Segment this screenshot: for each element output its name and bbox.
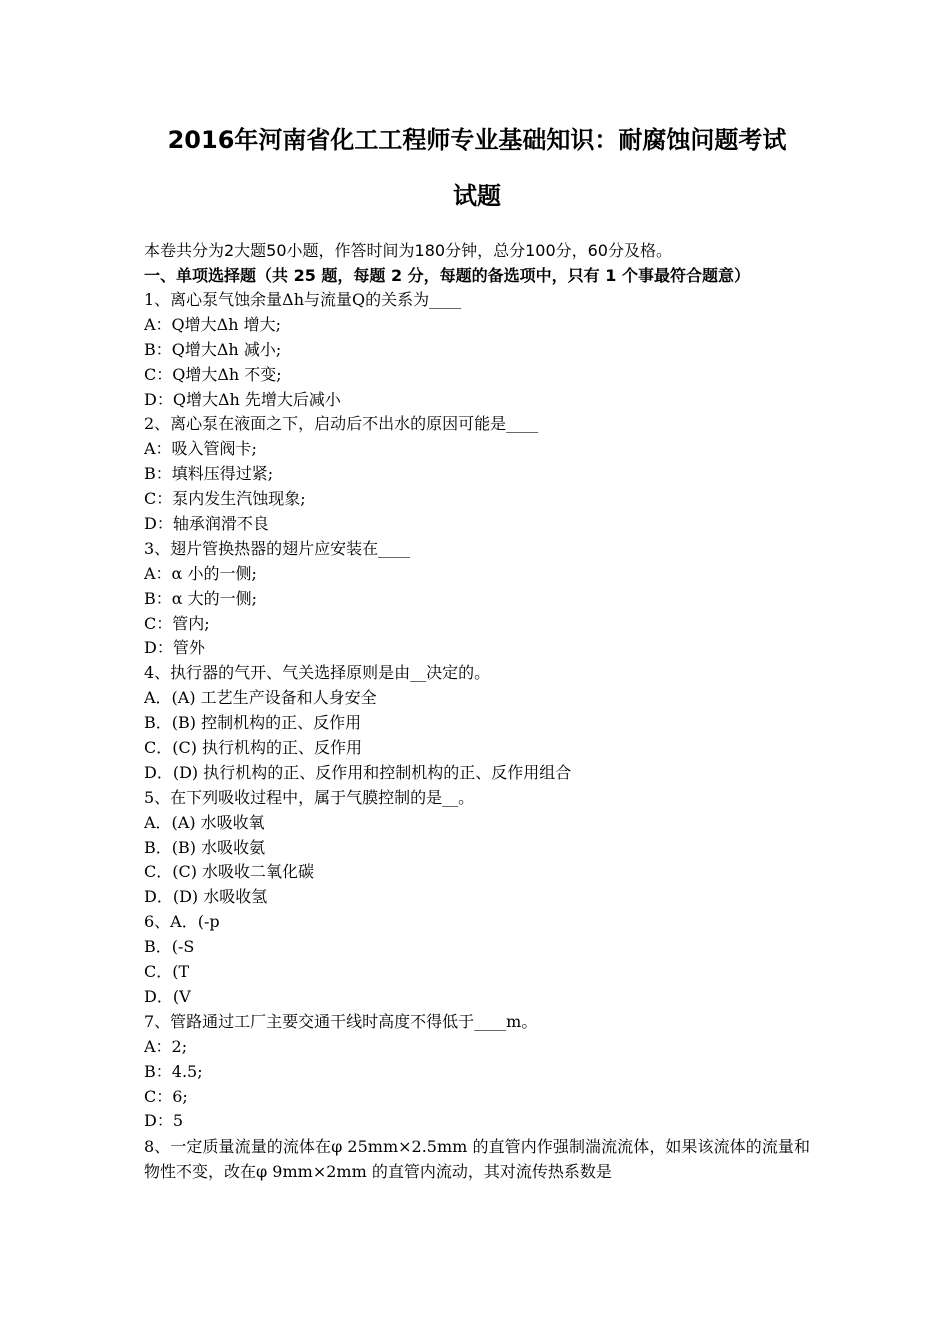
answer-option: B．(B) 水吸收氨 xyxy=(144,837,266,857)
answer-option: D．(V xyxy=(144,986,191,1006)
answer-option: D：Q增大Δh 先增大后减小 xyxy=(144,389,341,409)
answer-option: C．(C) 水吸收二氧化碳 xyxy=(144,862,315,882)
document-page xyxy=(144,112,810,1184)
answer-option: C：泵内发生汽蚀现象; xyxy=(144,489,306,509)
answer-option: A：Q增大Δh 增大; xyxy=(144,314,282,334)
document-title-line-2: 试题 xyxy=(453,182,501,210)
exam-instructions: 本卷共分为2大题50小题，作答时间为180分钟，总分100分，60分及格。 xyxy=(144,241,672,260)
answer-option: C：管内; xyxy=(144,613,210,633)
answer-option: C：6; xyxy=(144,1086,188,1106)
answer-option: D：5 xyxy=(144,1111,184,1131)
question-stem: 6、A．(-p xyxy=(144,912,220,932)
answer-option: B．(-S xyxy=(144,937,195,957)
answer-option: C．(C) 执行机构的正、反作用 xyxy=(144,738,363,758)
answer-option: B．(B) 控制机构的正、反作用 xyxy=(144,713,362,733)
answer-option: A：吸入管阀卡; xyxy=(144,439,257,459)
question-stem: 1、离心泵气蚀余量Δh与流量Q的关系为____ xyxy=(144,290,462,309)
answer-option: C．(T xyxy=(144,962,190,982)
question-8: 8、一定质量流量的流体在φ 25mm×2.5mm 的直管内作强制湍流流体，如果该流体的流量和物性不变，改在φ 9mm×2mm 的直管内流动，其对流传热系数是 xyxy=(144,1137,810,1182)
answer-option: A．(A) 水吸收氧 xyxy=(144,812,265,832)
document-title-line-1: 2016年河南省化工工程师专业基础知识：耐腐蚀问题考试 xyxy=(167,126,787,154)
question-stem: 7、管路通过工厂主要交通干线时高度不得低于____m。 xyxy=(144,1011,538,1031)
answer-option: A：α 小的一侧; xyxy=(144,563,257,583)
answer-option: A．(A) 工艺生产设备和人身安全 xyxy=(144,688,377,708)
question-stem: 4、执行器的气开、气关选择原则是由__决定的。 xyxy=(144,663,491,683)
answer-option: D．(D) 水吸收氢 xyxy=(144,887,268,907)
question-stem: 5、在下列吸收过程中，属于气膜控制的是__。 xyxy=(144,787,475,807)
answer-option: B：填料压得过紧; xyxy=(144,464,274,484)
question-stem: 3、翅片管换热器的翅片应安装在____ xyxy=(144,538,411,558)
question-list xyxy=(144,288,810,1134)
question-stem: 2、离心泵在液面之下，启动后不出水的原因可能是____ xyxy=(144,414,539,434)
section-heading: 一、单项选择题（共 25 题，每题 2 分，每题的备选项中，只有 1 个事最符合题意） xyxy=(144,266,750,285)
answer-option: D．(D) 执行机构的正、反作用和控制机构的正、反作用组合 xyxy=(144,762,572,782)
answer-option: A：2; xyxy=(144,1036,188,1056)
answer-option: D：管外 xyxy=(144,638,205,658)
answer-option: B：Q增大Δh 减小; xyxy=(144,339,282,359)
answer-option: B：α 大的一侧; xyxy=(144,588,258,608)
answer-option: B：4.5; xyxy=(144,1061,203,1081)
answer-option: D：轴承润滑不良 xyxy=(144,514,269,534)
answer-option: C：Q增大Δh 不变; xyxy=(144,364,282,384)
